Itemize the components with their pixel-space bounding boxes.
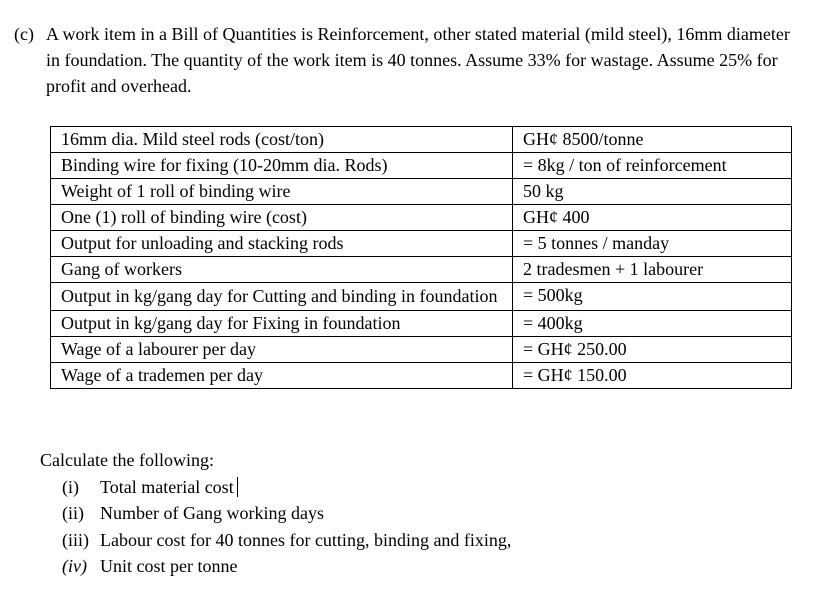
- item-number: (i): [62, 476, 79, 497]
- item-number: (iii): [62, 529, 89, 550]
- table-cell-item: Wage of a trademen per day: [51, 363, 513, 389]
- list-item: [62, 527, 511, 554]
- table-row: [51, 283, 792, 311]
- item-text: Labour cost for 40 tonnes for cutting, binding and fixing,: [100, 529, 512, 550]
- calculation-intro: Calculate the following:: [40, 450, 214, 470]
- table-cell-item: One (1) roll of binding wire (cost): [51, 205, 513, 231]
- table-cell-value: GH¢ 8500/tonne: [513, 127, 792, 153]
- table-row: [51, 153, 792, 179]
- table-row: [51, 337, 792, 363]
- table-cell-item: Binding wire for fixing (10-20mm dia. Rods): [51, 153, 513, 179]
- table-row: [51, 179, 792, 205]
- question-number: (c): [14, 24, 34, 44]
- item-text: Number of Gang working days: [100, 503, 324, 523]
- table-row: [51, 311, 792, 337]
- table-cell-value: = 400kg: [513, 311, 792, 337]
- table-cell-value: 50 kg: [513, 179, 792, 205]
- table-row: [51, 257, 792, 283]
- table-cell-value: = 8kg / ton of reinforcement: [513, 153, 792, 179]
- question-statement: [14, 21, 804, 99]
- table-row: [51, 363, 792, 389]
- table-cell-value: GH¢ 400: [513, 205, 792, 231]
- table-cell-item: Output in kg/gang day for Cutting and binding in foundation: [51, 283, 513, 311]
- table-cell-item: 16mm dia. Mild steel rods (cost/ton): [51, 127, 513, 153]
- item-text: Unit cost per tonne: [100, 556, 238, 576]
- item-number: (iv): [62, 556, 87, 576]
- text-cursor[interactable]: [237, 477, 238, 497]
- table-cell-item: Output for unloading and stacking rods: [51, 231, 513, 257]
- table-cell-item: Weight of 1 roll of binding wire: [51, 179, 513, 205]
- table-cell-item: Output in kg/gang day for Fixing in foundation: [51, 311, 513, 337]
- table-cell-value: 2 tradesmen + 1 labourer: [513, 257, 792, 283]
- table-cell-item: Wage of a labourer per day: [51, 337, 513, 363]
- data-table: [50, 126, 792, 389]
- table-row: [51, 205, 792, 231]
- item-number: (ii): [62, 503, 84, 523]
- table-cell-item: Gang of workers: [51, 257, 513, 283]
- table-cell-value: = GH¢ 250.00: [513, 337, 792, 363]
- table-cell-value: = GH¢ 150.00: [513, 363, 792, 389]
- calculation-section: [40, 447, 511, 580]
- question-text: A work item in a Bill of Quantities is Reinforcement, other stated material (mild steel), 16mm diameter in foundation. The quantity of the work item is 40 tonnes. Assume 33% for wastage. Assume 25% for profit and overhead.: [46, 24, 790, 96]
- table-cell-value: = 500kg: [513, 283, 792, 311]
- list-item: [62, 553, 511, 580]
- table-row: [51, 231, 792, 257]
- table-cell-value: = 5 tonnes / manday: [513, 231, 792, 257]
- list-item: [62, 500, 511, 527]
- calculation-list: [40, 474, 511, 580]
- item-text: Total material cost: [100, 476, 234, 497]
- list-item: [62, 474, 511, 501]
- table-row: [51, 127, 792, 153]
